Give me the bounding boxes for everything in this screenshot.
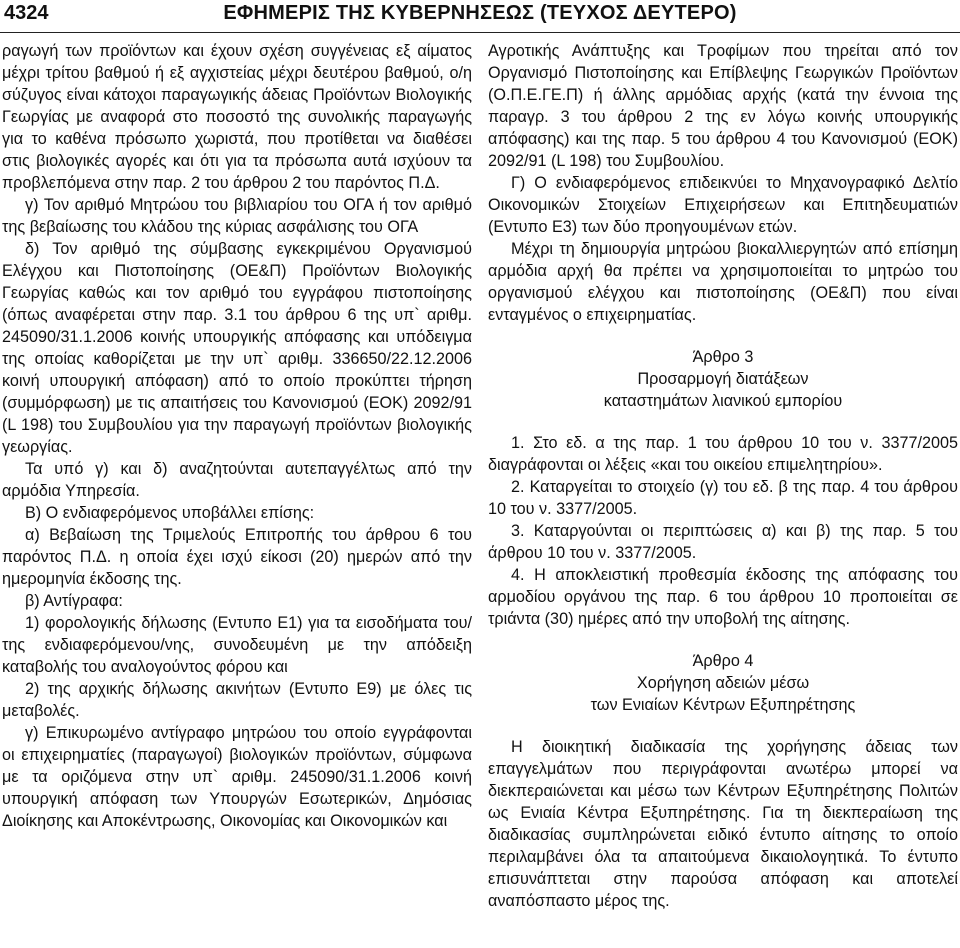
paragraph: α) Βεβαίωση της Τριμελούς Επιτροπής του άρθρου 6 του παρόντος Π.Δ. η οποία έχει ισχύ είκοσι (20) ημερών από την ημερομηνία έκδοσης της. bbox=[2, 526, 472, 588]
paragraph: β) Αντίγραφα: bbox=[25, 592, 123, 610]
spacer bbox=[488, 630, 958, 650]
left-column bbox=[2, 40, 472, 832]
paragraph: 4. Η αποκλειστική προθεσμία έκδοσης της απόφασης του αρμοδίου οργάνου της παρ. 6 του άρθρου 10 προποιείται σε τριάντα (30) ημέρες από την υποβολή της αίτησης. bbox=[488, 566, 958, 628]
article-4-heading: Άρθρο 4 bbox=[692, 652, 754, 670]
paragraph: ραγωγή των προϊόντων και έχουν σχέση συγγένειας εξ αίματος μέχρι τρίτου βαθμού ή εξ αγχιστείας μέχρι δευτέρου βαθμού, ο/η σύζυγος είναι κάτοχοι παραγωγικής άδειας Προϊόντων Βιολογικής Γεωργίας με αναφορά στο ποσοστό της συνολικής παραγωγής για το καθένα πρόσωπο χωριστά, που προτίθεται να διαθέσει στις βιολογικές αγορές και ότι για τα πρόσωπα αυτά ισχύουν τα προβλεπόμενα στην παρ. 2 του άρθρου 2 του παρόντος Π.Δ. bbox=[2, 42, 472, 192]
article-4-title-line-1: Χορήγηση αδειών μέσω bbox=[636, 674, 810, 692]
paragraph: 1) φορολογικής δήλωσης (Εντυπο Ε1) για τα εισοδήματα του/της ενδιαφερόμενου/νης, συνοδευμένη με την απόδειξη καταβολής του αναλογούντος φόρου και bbox=[2, 614, 472, 676]
article-3-title-line-1: Προσαρμογή διατάξεων bbox=[637, 370, 809, 388]
spacer bbox=[488, 412, 958, 432]
spacer bbox=[488, 716, 958, 736]
paragraph: δ) Τον αριθμό της σύμβασης εγκεκριμένου Οργανισμού Ελέγχου και Πιστοποίησης (ΟΕ&Π) Προϊόντων Βιολογικής Γεωργίας καθώς και τον αριθμό του εγγράφου πιστοποίησης (όπως αναφέρεται στην παρ. 3.1 του άρθρου 6 της υπ` αριθμ. 245090/31.1.2006 κοινής υπουργικής απόφασης και υπόδειγμα της οποίας καθορίζεται με την υπ` αριθμ. 336650/22.12.2006 κοινή υπουργική απόφαση) από το οποίο προκύπτει τήρηση (συμμόρφωση) με τις απαιτήσεις του Κανονισμού (ΕΟΚ) 2092/91 (L 198) του Συμβουλίου για την παραγωγή προϊόντων βιολογικής γεωργίας. bbox=[2, 240, 472, 456]
article-3-title-line-2: καταστημάτων λιανικού εμπορίου bbox=[603, 392, 843, 410]
paragraph: γ) Επικυρωμένο αντίγραφο μητρώου του οποίο εγγράφονται οι επιχειρηματίες (παραγωγοί) βιολογικών προϊόντων, σύμφωνα με τα οριζόμενα στην υπ` αριθμ. 245090/31.1.2006 κοινή υπουργική απόφαση των Υπουργών Εσωτερικών, Δημόσιας Διοίκησης και Αποκέντρωσης, Οικονομίας και Οικονομικών και bbox=[2, 724, 472, 830]
paragraph: Μέχρι τη δημιουργία μητρώου βιοκαλλιεργητών από επίσημη αρμόδια αρχή θα πρέπει να χρησιμοποιείται το μητρώο του οργανισμού ελέγχου και πιστοποίησης (ΟΕ&Π) που είναι ενταγμένος ο επιχειρηματίας. bbox=[488, 240, 958, 324]
paragraph: Τα υπό γ) και δ) αναζητούνται αυτεπαγγέλτως από την αρμόδια Υπηρεσία. bbox=[2, 460, 472, 500]
article-4-title-line-2: των Ενιαίων Κέντρων Εξυπηρέτησης bbox=[590, 696, 856, 714]
paragraph: 1. Στο εδ. α της παρ. 1 του άρθρου 10 του ν. 3377/2005 διαγράφονται οι λέξεις «και του οικείου επιμελητηρίου». bbox=[488, 434, 958, 474]
paragraph: 3. Καταργούνται οι περιπτώσεις α) και β) της παρ. 5 του άρθρου 10 του ν. 3377/2005. bbox=[488, 522, 958, 562]
paragraph: Γ) Ο ενδιαφερόμενος επιδεικνύει το Μηχανογραφικό Δελτίο Οικονομικών Στοιχείων Επιχειρήσεων και Επιτηδευματιών (Εντυπο Ε3) των δύο προηγουμένων ετών. bbox=[488, 174, 958, 236]
page-number: 4324 bbox=[4, 2, 49, 24]
right-column bbox=[488, 40, 958, 912]
paragraph: γ) Τον αριθμό Μητρώου του βιβλιαρίου του ΟΓΑ ή τον αριθμό της βεβαίωσης του κλάδου της κύριας ασφάλισης του ΟΓΑ bbox=[2, 196, 472, 236]
header-rule bbox=[0, 32, 960, 33]
paragraph: Η διοικητική διαδικασία της χορήγησης άδειας των επαγγελμάτων που περιγράφονται ανωτέρω μπορεί να διεκπεραιώνεται και μέσω των Κέντρων Εξυπηρέτησης Πολιτών ως Ενιαία Κέντρα Εξυπηρέτησης. Για τη διεκπεραίωση της διαδικασίας συμπληρώνεται ειδικό έντυπο αίτησης το οποίο περιλαμβάνει όλα τα απαιτούμενα δικαιολογητικά. Το έντυπο επισυνάπτεται στην παρούσα απόφαση και αποτελεί αναπόσπαστο μέρος της. bbox=[488, 738, 958, 910]
page-header bbox=[0, 0, 960, 34]
paragraph: 2. Καταργείται το στοιχείο (γ) του εδ. β της παρ. 4 του άρθρου 10 του ν. 3377/2005. bbox=[488, 478, 958, 518]
paragraph: 2) της αρχικής δήλωσης ακινήτων (Εντυπο Ε9) με όλες τις μεταβολές. bbox=[2, 680, 472, 720]
paragraph: Β) Ο ενδιαφερόμενος υποβάλλει επίσης: bbox=[25, 504, 315, 522]
spacer bbox=[488, 326, 958, 346]
paragraph: Αγροτικής Ανάπτυξης και Τροφίμων που τηρείται από τον Οργανισμό Πιστοποίησης και Επίβλεψης Γεωργικών Προϊόντων (Ο.Π.Ε.ΓΕ.Π) ή άλλης αρμόδιας αρχής (κατά την έννοια της παραγρ. 3 του άρθρου 2 της εν λόγω κοινής υπουργικής απόφασης) και της παρ. 5 του άρθρου 4 του Κανονισμού (ΕΟΚ) 2092/91 (L 198) του Συμβουλίου. bbox=[488, 42, 958, 170]
article-3-heading: Άρθρο 3 bbox=[692, 348, 754, 366]
gazette-title: ΕΦΗΜΕΡΙΣ ΤΗΣ ΚΥΒΕΡΝΗΣΕΩΣ (ΤΕΥΧΟΣ ΔΕΥΤΕΡΟ) bbox=[223, 2, 737, 24]
